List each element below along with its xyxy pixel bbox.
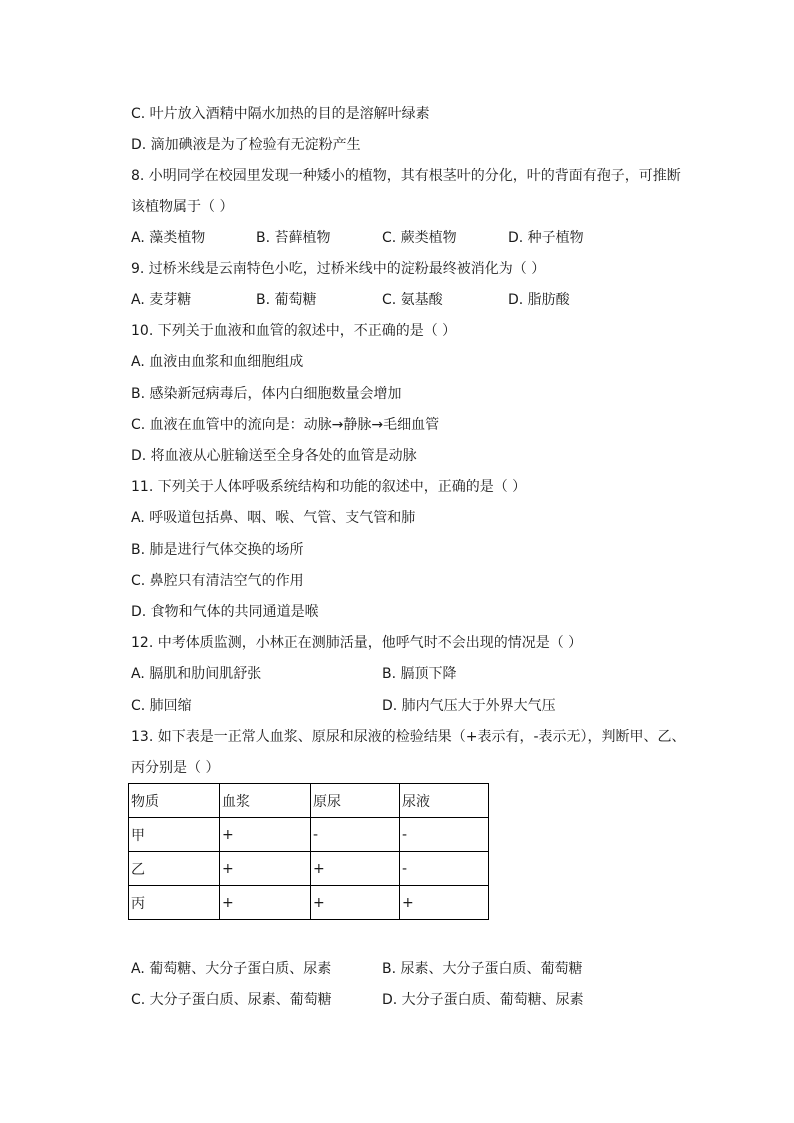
q10-option-a: A. 血液由血浆和血细胞组成 [131,354,304,370]
table-row [129,886,489,920]
q9-stem: 9. 过桥米线是云南特色小吃，过桥米线中的淀粉最终被消化为（ ） [131,261,546,277]
q9-option-d: D. 脂肪酸 [508,292,570,308]
q13-option-c: C. 大分子蛋白质、尿素、葡萄糖 [131,992,332,1008]
table-cell: - [311,818,400,852]
q11-option-d: D. 食物和气体的共同通道是喉 [131,604,319,620]
table-cell: + [311,852,400,886]
q13-table [128,783,489,920]
q12-option-a: A. 膈肌和肋间肌舒张 [131,666,262,682]
q8-option-a: A. 藻类植物 [131,230,206,246]
table-cell: + [400,886,489,920]
q13-option-b: B. 尿素、大分子蛋白质、葡萄糖 [382,961,583,977]
table-header-cell: 物质 [129,784,220,818]
table-header-cell: 尿液 [400,784,489,818]
table-header-cell: 原尿 [311,784,400,818]
q8-option-b: B. 苔藓植物 [256,230,331,246]
q12-option-b: B. 膈顶下降 [382,666,457,682]
q11-stem: 11. 下列关于人体呼吸系统结构和功能的叙述中，正确的是（ ） [131,479,527,495]
q10-option-c: C. 血液在血管中的流向是：动脉→静脉→毛细血管 [131,417,440,433]
q13-stem-line-2: 丙分别是（ ） [131,760,220,776]
table-cell: - [400,818,489,852]
q13-option-d: D. 大分子蛋白质、葡萄糖、尿素 [382,992,584,1008]
q7-option-d: D. 滴加碘液是为了检验有无淀粉产生 [131,137,361,153]
table-header-cell: 血浆 [220,784,311,818]
q11-option-a: A. 呼吸道包括鼻、咽、喉、气管、支气管和肺 [131,510,416,526]
table-cell: + [220,852,311,886]
table-cell: + [220,886,311,920]
q12-stem: 12. 中考体质监测，小林正在测肺活量，他呼气时不会出现的情况是（ ） [131,635,583,651]
q11-option-c: C. 鼻腔只有清洁空气的作用 [131,573,304,589]
q12-option-c: C. 肺回缩 [131,698,192,714]
q8-stem-line-2: 该植物属于（ ） [131,199,234,215]
q9-option-b: B. 葡萄糖 [256,292,317,308]
q13-option-a: A. 葡萄糖、大分子蛋白质、尿素 [131,961,332,977]
table-cell: - [400,852,489,886]
q8-option-d: D. 种子植物 [508,230,584,246]
q10-option-b: B. 感染新冠病毒后，体内白细胞数量会增加 [131,386,402,402]
q7-option-c: C. 叶片放入酒精中隔水加热的目的是溶解叶绿素 [131,106,430,122]
q10-option-d: D. 将血液从心脏输送至全身各处的血管是动脉 [131,448,417,464]
q11-option-b: B. 肺是进行气体交换的场所 [131,542,304,558]
table-cell: + [311,886,400,920]
q10-stem: 10. 下列关于血液和血管的叙述中，不正确的是（ ） [131,323,457,339]
table-cell: 甲 [129,818,220,852]
table-row [129,818,489,852]
q8-option-c: C. 蕨类植物 [382,230,457,246]
q12-option-d: D. 肺内气压大于外界大气压 [382,698,556,714]
q13-stem-line-1: 13. 如下表是一正常人血浆、原尿和尿液的检验结果（+表示有，-表示无），判断甲、乙、 [131,729,686,745]
table-header-row [129,784,489,818]
table-cell: + [220,818,311,852]
table-cell: 丙 [129,886,220,920]
q9-option-c: C. 氨基酸 [382,292,443,308]
table-cell: 乙 [129,852,220,886]
q8-stem-line-1: 8. 小明同学在校园里发现一种矮小的植物，其有根茎叶的分化，叶的背面有孢子，可推断 [131,168,681,184]
q9-option-a: A. 麦芽糖 [131,292,192,308]
table-row [129,852,489,886]
